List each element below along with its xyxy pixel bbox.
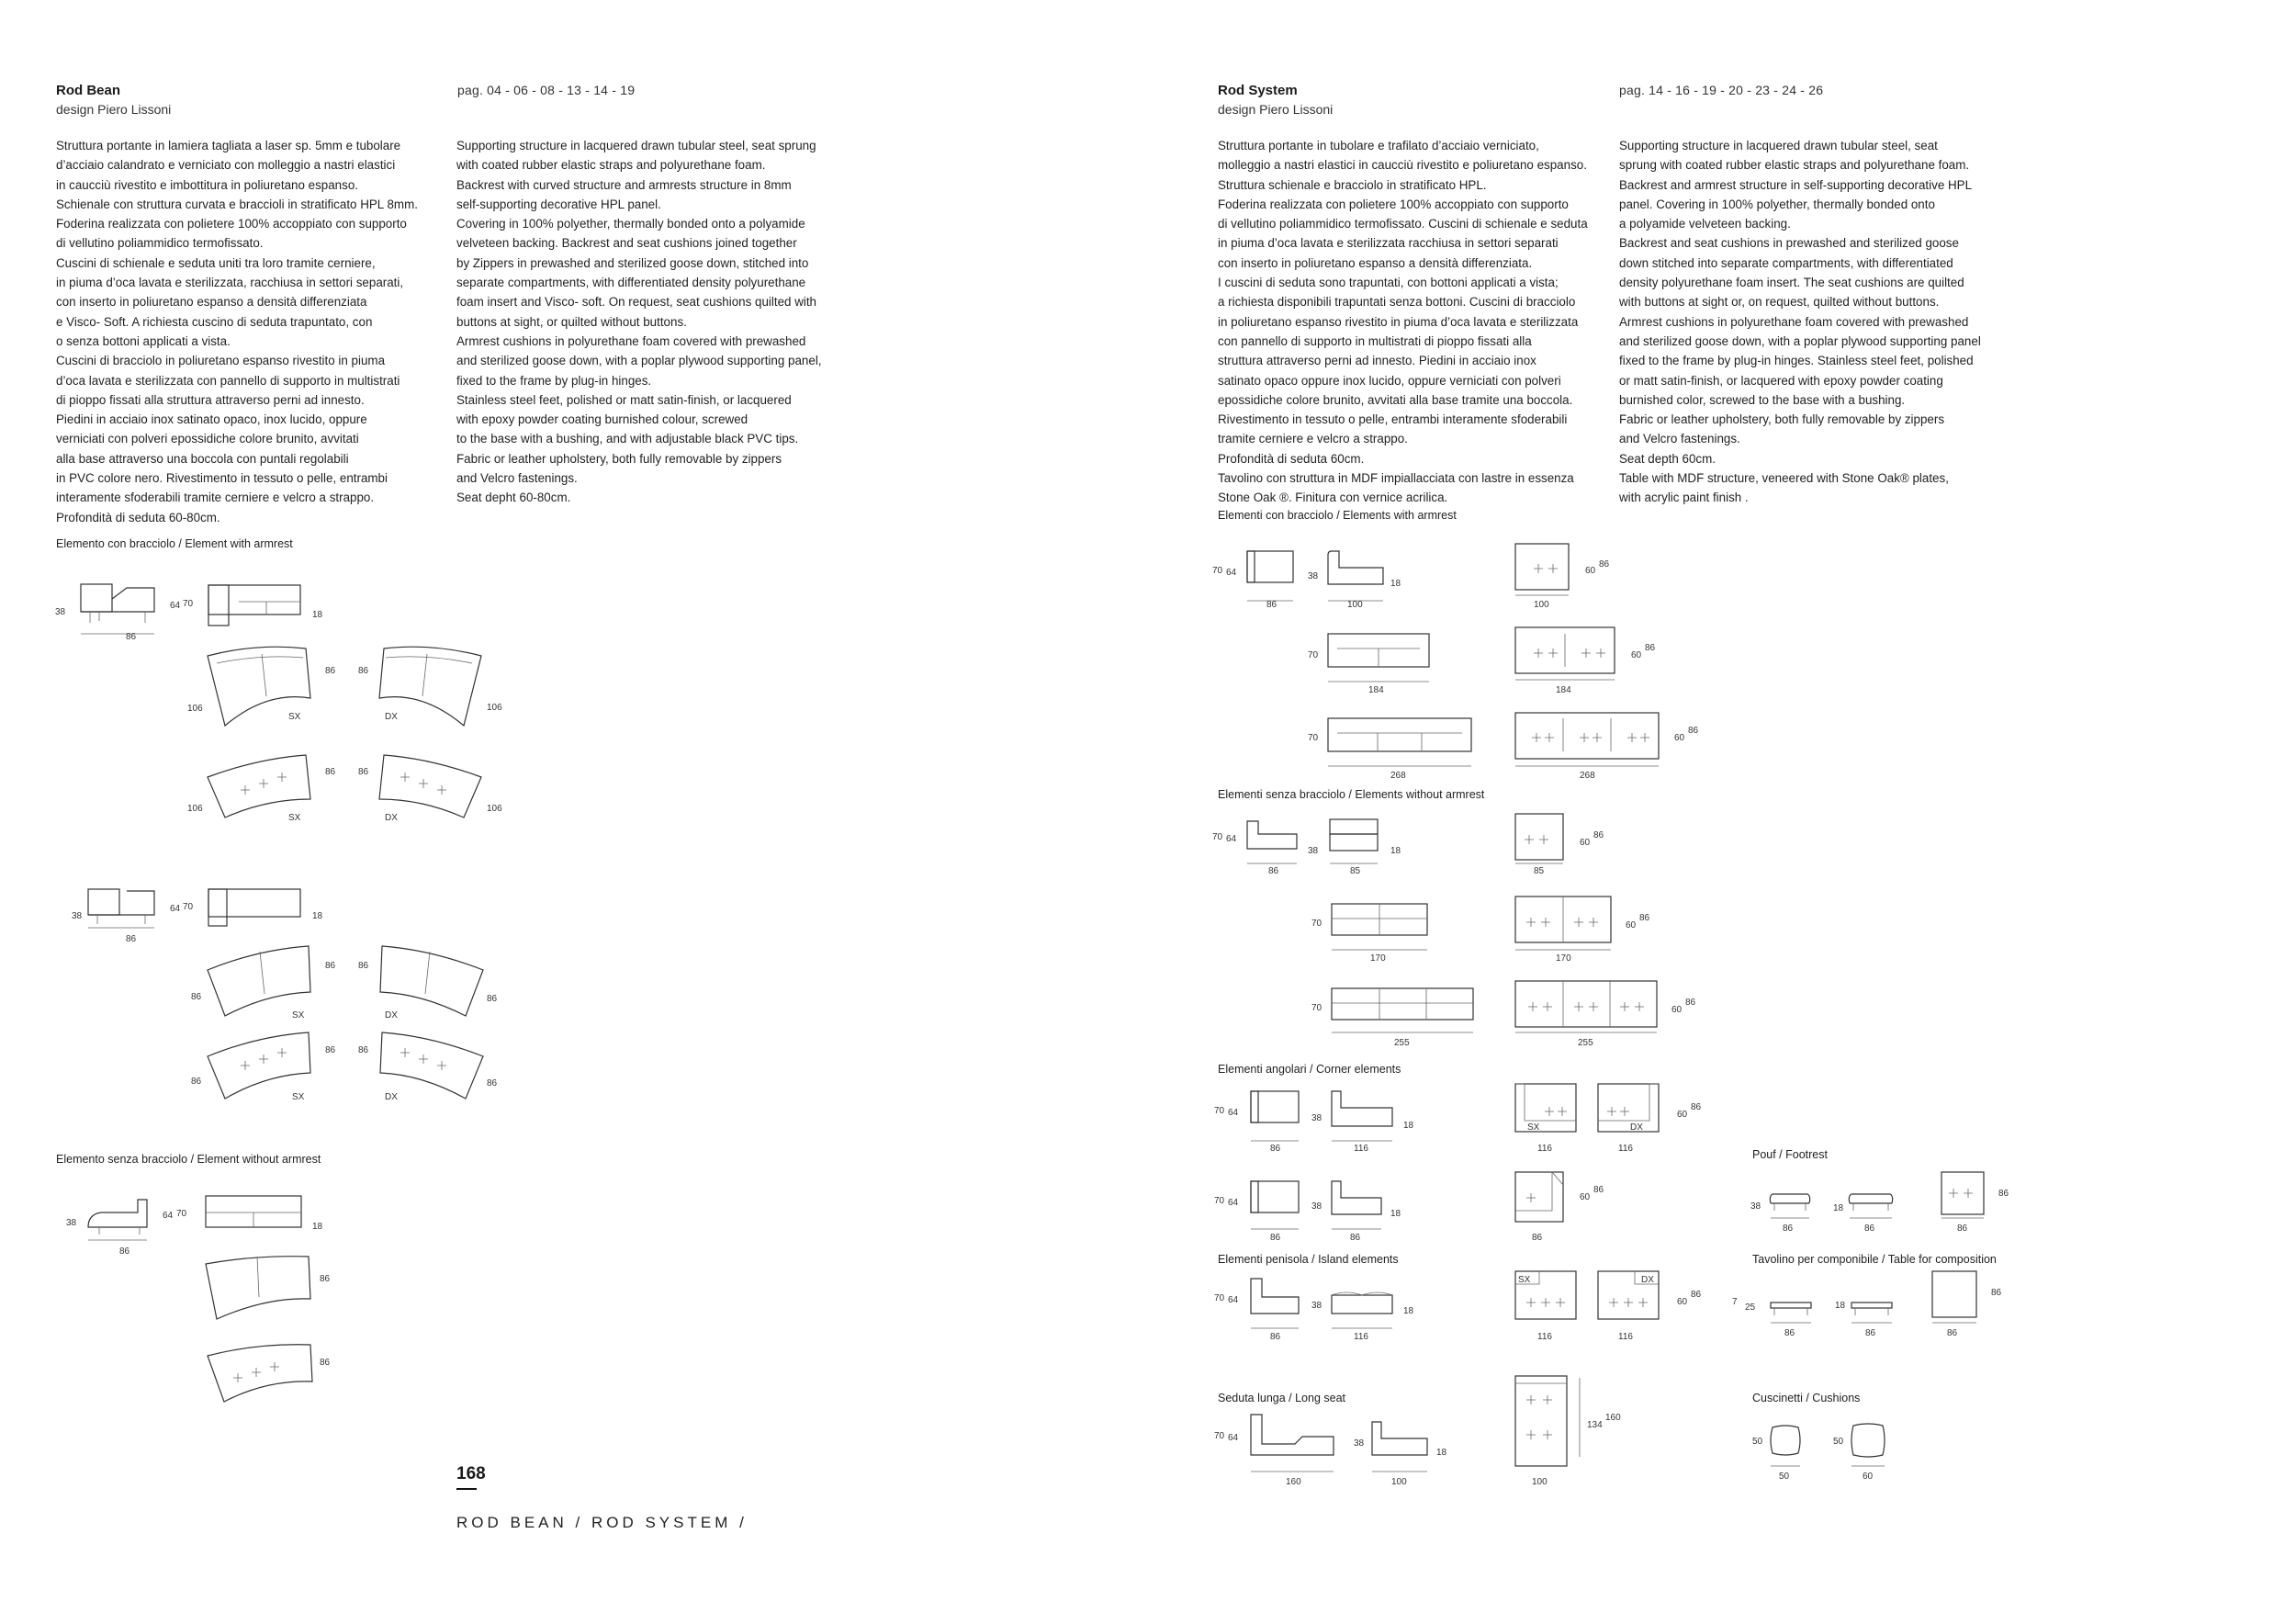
dimension-label: 86 <box>1350 1233 1361 1243</box>
dimension-label: 106 <box>487 703 502 713</box>
rod-long-seat-front-icon <box>1372 1422 1427 1472</box>
left-designer: design Piero Lissoni <box>56 102 172 117</box>
right-label-island: Elementi penisola / Island elements <box>1218 1253 1399 1266</box>
dimension-label: 18 <box>1403 1121 1414 1131</box>
dimension-label: 70 <box>1308 650 1319 660</box>
dimension-label: 70 <box>1214 1431 1225 1441</box>
dimension-label: 86 <box>119 1246 130 1257</box>
right-label-corner: Elementi angolari / Corner elements <box>1218 1063 1401 1076</box>
right-text-italian: Struttura portante in tubolare e trafilato d’acciaio verniciato, molleggio a nastri elastici in caucciù rivestito e poliuretano espanso. Struttura schienale e bracciolo in stratificato HPL. Foderina realizzata con polietere 100% accoppiato con supporto di vellutino poliammidico termofissato. Cuscini di schienale e seduta in piuma d’oca lavata e sterilizzata racchiusa in settori separati con inserto in poliuretano espanso a densità differenziata. I cuscini di seduta sono trapuntati, con bottoni applicati a vista; a richiesta disponibili trapuntati senza bottoni. Cuscini di bracciolo in poliuretano espanso rivestito in piuma d’oca lavata e sterilizzata con pannello di supporto in multistrati di pioppo fissati alla struttura attraverso perni ad innesto. Piedini in acciaio inox satinato opaco oppure inox lucido, oppure verniciati con polveri epossidiche colore brunito, avvitati alla base tramite una boccola. Rivestimento in tessuto o pelle, entrambi interamente sfoderabili tramite cerniere e velcro a strappo. Profondità di seduta 60cm. Tavolino con struttura in MDF impiallacciata con lastre in essenza Stone Oak ®. Finitura con vernice acrilica. <box>1218 139 1588 505</box>
sofa-front-view-icon <box>208 585 300 626</box>
rod-corner-side-icon <box>1251 1091 1299 1141</box>
dimension-label: 86 <box>358 666 369 676</box>
right-page-refs: pag. 14 - 16 - 19 - 20 - 23 - 24 - 26 <box>1619 83 1824 97</box>
dimension-label: DX <box>385 1010 398 1021</box>
dimension-label: 60 <box>1677 1110 1688 1120</box>
curved-quilted-sofa-sx-icon <box>208 755 310 818</box>
dimension-label: SX <box>288 813 301 823</box>
table-side-icon <box>1771 1303 1811 1323</box>
dimension-label: 86 <box>1864 1224 1875 1234</box>
dimension-label: 86 <box>1270 1332 1281 1342</box>
dimension-label: 86 <box>1266 600 1277 610</box>
dimension-label: 116 <box>1354 1144 1368 1154</box>
page-number: 168 <box>456 1464 486 1483</box>
dimension-label: 60 <box>1631 650 1642 660</box>
dimension-label: 86 <box>191 1077 202 1087</box>
dimension-label: 70 <box>183 902 194 912</box>
dimension-label: 86 <box>358 961 369 971</box>
dimension-label: 170 <box>1370 953 1386 964</box>
dimension-label: 86 <box>358 767 369 777</box>
dimension-label: 64 <box>1228 1198 1239 1208</box>
dimension-label: 86 <box>1685 998 1696 1008</box>
dimension-label: 18 <box>312 911 323 921</box>
cushion-60-icon <box>1851 1424 1885 1466</box>
dimension-label: 64 <box>1226 568 1237 578</box>
dimension-label: 64 <box>1228 1433 1239 1443</box>
dimension-label: SX <box>292 1092 305 1102</box>
dimension-label: 38 <box>1308 571 1319 581</box>
dimension-label: 86 <box>1593 830 1604 840</box>
dimension-label: 64 <box>163 1211 174 1221</box>
right-label-cushions: Cuscinetti / Cushions <box>1752 1392 1861 1404</box>
dimension-label: 100 <box>1391 1477 1407 1487</box>
rod-long-seat-side-icon <box>1251 1415 1334 1472</box>
dimension-label: 86 <box>1270 1144 1281 1154</box>
curved-quilted-sofa-dx-icon <box>379 755 481 818</box>
right-title: Rod System <box>1218 83 1298 98</box>
dimension-label: 86 <box>1532 1233 1543 1243</box>
dimension-label: 18 <box>312 610 323 620</box>
dimension-label: 86 <box>1599 559 1610 570</box>
dimension-label: 38 <box>1308 846 1319 856</box>
dimension-label: 50 <box>1779 1472 1790 1482</box>
left-text-italian: Struttura portante in lamiera tagliata a laser sp. 5mm e tubolare d’acciaio calandrato e verniciato con molleggio a nastri elastici in caucciù rivestito e imbottitura in poliuretano espanso. Schienale con struttura curvata e braccioli in stratificato HPL 8mm. Foderina realizzata con polietere 100% accoppiato con supporto di vellutino poliammidico termofissato. Cuscini di schienale e seduta uniti tra loro tramite cerniere, in piuma d’oca lavata e sterilizzata, racchiusa in settori separati, con inserto in poliuretano espanso a densità differenziata e Visco- Soft. A richiesta cuscino di seduta trapuntato, con o senza bottoni applicati a vista. Cuscini di bracciolo in poliuretano espanso rivestito in piuma d’oca lavata e sterilizzata con pannello di supporto in multistrati di pioppo fissati alla struttura attraverso perni ad innesto. Piedini in acciaio inox satinato opaco, inox lucido, oppure verniciati con polveri epossidiche colore brunito, avvitati alla base attraverso una boccola con puntali regolabili in PVC colore nero. Rivestimento in tessuto o pelle, entrambi interamente sfoderabili tramite cerniere e velcro a strappo. Profondità di seduta 60-80cm. <box>56 139 418 524</box>
left-text-english: Supporting structure in lacquered drawn tubular steel, seat sprung with coated rubber elastic straps and polyurethane foam. Backrest with curved structure and armrests structure in 8mm self-supporting decorative HPL panel. Covering in 100% polyether, thermally bonded onto a polyamide velveteen backing. Backrest and seat cushions joined together by Zippers in prewashed and sterilized goose down, stitched into separate compartments, with differentiated density polyurethane foam insert and Visco- soft. On request, seat cushions quilted with buttons at sight, or quilted without buttons. Armrest cushions in polyurethane foam covered with prewashed and sterilized goose down, with a poplar plywood supporting panel, fixed to the frame by plug-in hinges. Stainless steel feet, polished or matt satin-finish, or lacquered with epoxy powder coating burnished colour, screwed to the base with a bushing, and with adjustable black PVC tips. Fabric or leather upholstery, both fully removable by zippers and Velcro fastenings. Seat depht 60-80cm. <box>456 139 822 505</box>
dimension-label: SX <box>292 1010 305 1021</box>
dimension-label: 86 <box>325 767 336 777</box>
dimension-label: 70 <box>1212 566 1223 576</box>
dimension-label: 116 <box>1354 1332 1368 1342</box>
dimension-label: 160 <box>1605 1413 1621 1423</box>
rod-armless-plan-170-icon <box>1515 897 1611 950</box>
dimension-label: 86 <box>1998 1189 2009 1199</box>
dimension-label: 18 <box>1835 1301 1846 1311</box>
dimension-label: 116 <box>1618 1332 1633 1342</box>
right-label-with-armrest: Elementi con bracciolo / Elements with armrest <box>1218 509 1457 522</box>
rod-front-view-184-icon <box>1328 634 1429 682</box>
dimension-label: 85 <box>1534 866 1545 876</box>
dimension-label: 60 <box>1863 1472 1874 1482</box>
dimension-label: SX <box>1527 1122 1540 1133</box>
dimension-label: 86 <box>1688 726 1699 736</box>
rod-corner-front-2-icon <box>1332 1181 1381 1229</box>
dimension-label: DX <box>385 813 398 823</box>
left-label-without-armrest: Elemento senza bracciolo / Element without armrest <box>56 1153 321 1166</box>
dimension-label: 86 <box>126 632 137 642</box>
right-text-english: Supporting structure in lacquered drawn tubular steel, seat sprung with coated rubber elastic straps and polyurethane foam. Backrest and armrest structure in self-supporting decorative HPL panel. Covering in 100% polyether, thermally bonded onto a polyamide velveteen backing. Backrest and seat cushions in prewashed and sterilized goose down stitched into separate compartments, with differentiated density polyurethane foam insert. The seat cushions are quilted with buttons at sight or, on request, quilted without buttons. Armrest cushions in polyurethane foam covered with prewashed and sterilized goose down, with a poplar plywood supporting panel fixed to the frame by plug-in hinges. Stainless steel feet, polished or matt satin-finish, or lacquered with epoxy powder coating burnished color, screwed to the base with a bushing. Fabric or leather upholstery, both fully removable by zippers and Velcro fastenings. Seat depth 60cm. Table with MDF structure, veneered with Stone Oak® plates, with acrylic paint finish . <box>1619 139 1981 505</box>
curved-sofa-plan-dx-2-icon <box>380 946 483 1016</box>
table-front-icon <box>1851 1303 1892 1323</box>
dimension-label: 64 <box>170 601 181 611</box>
dimension-label: 268 <box>1580 771 1595 781</box>
curved-sofa-plan-sx-2-icon <box>208 946 310 1016</box>
dimension-label: 86 <box>1957 1224 1968 1234</box>
dimension-label: 86 <box>1865 1328 1876 1338</box>
dimension-label: 160 <box>1286 1477 1301 1487</box>
table-plan-icon <box>1932 1271 1976 1323</box>
dimension-label: 86 <box>1784 1328 1795 1338</box>
dimension-label: 170 <box>1556 953 1571 964</box>
dimension-label: 38 <box>72 911 83 921</box>
dimension-label: SX <box>288 712 301 722</box>
dimension-label: 64 <box>1226 834 1237 844</box>
dimension-label: 184 <box>1556 685 1571 695</box>
dimension-label: 60 <box>1580 838 1591 848</box>
dimension-label: 70 <box>176 1209 187 1219</box>
rod-long-seat-plan-icon <box>1515 1376 1580 1466</box>
armless-side-view-icon <box>88 1200 147 1240</box>
dimension-label: 86 <box>320 1358 331 1368</box>
dimension-label: 86 <box>126 934 137 944</box>
dimension-label: 38 <box>1750 1201 1761 1212</box>
dimension-label: 70 <box>1214 1293 1225 1303</box>
rod-front-view-268-icon <box>1328 718 1471 766</box>
dimension-label: 86 <box>325 1045 336 1055</box>
dimension-label: 116 <box>1618 1144 1633 1154</box>
dimension-label: 100 <box>1534 600 1549 610</box>
right-label-table: Tavolino per componibile / Table for composition <box>1752 1253 1997 1266</box>
dimension-label: 70 <box>183 599 194 609</box>
dimension-label: 38 <box>1311 1113 1322 1123</box>
right-label-without-armrest: Elementi senza bracciolo / Elements without armrest <box>1218 788 1485 801</box>
dimension-label: DX <box>1641 1275 1654 1285</box>
dimension-label: 86 <box>487 1078 498 1088</box>
dimension-label: 18 <box>312 1222 323 1232</box>
dimension-label: 38 <box>55 607 66 617</box>
dimension-label: 64 <box>170 904 181 914</box>
dimension-label: 106 <box>187 704 203 714</box>
dimension-label: 60 <box>1585 566 1596 576</box>
rod-armless-front-icon <box>1330 819 1378 863</box>
rod-armless-front-255-icon <box>1332 988 1473 1032</box>
curved-quilted-sofa-sx-2-icon <box>208 1032 310 1099</box>
dimension-label: 64 <box>1228 1108 1239 1118</box>
dimension-label: 38 <box>1354 1438 1365 1449</box>
dimension-label: 60 <box>1674 733 1685 743</box>
dimension-label: 38 <box>1311 1201 1322 1212</box>
dimension-label: 60 <box>1671 1005 1683 1015</box>
dimension-label: 86 <box>1593 1185 1604 1195</box>
dimension-label: 60 <box>1677 1297 1688 1307</box>
dimension-label: 100 <box>1347 600 1363 610</box>
dimension-label: 86 <box>1991 1288 2002 1298</box>
dimension-label: 86 <box>1691 1102 1702 1112</box>
dimension-label: SX <box>1518 1275 1531 1285</box>
dimension-label: 7 <box>1732 1297 1738 1307</box>
rod-island-front-icon <box>1332 1292 1392 1328</box>
rod-plan-100-icon <box>1515 544 1569 595</box>
dimension-label: 18 <box>1390 846 1401 856</box>
dimension-label: 86 <box>1691 1290 1702 1300</box>
dimension-label: 86 <box>1783 1224 1794 1234</box>
rod-island-side-icon <box>1251 1279 1299 1328</box>
dimension-label: 86 <box>487 994 498 1004</box>
dimension-label: 50 <box>1833 1437 1844 1447</box>
dimension-label: 86 <box>1645 643 1656 653</box>
dimension-label: 86 <box>191 992 202 1002</box>
right-designer: design Piero Lissoni <box>1218 102 1334 117</box>
rod-plan-268-icon <box>1515 713 1659 766</box>
dimension-label: 86 <box>320 1274 331 1284</box>
running-head: ROD BEAN / ROD SYSTEM / <box>456 1514 748 1531</box>
dimension-label: 86 <box>358 1045 369 1055</box>
dimension-label: 86 <box>1270 1233 1281 1243</box>
rod-armless-side-icon <box>1247 821 1297 863</box>
dimension-label: 86 <box>325 961 336 971</box>
armless-curved-plan-icon <box>206 1257 310 1319</box>
dimension-label: 85 <box>1350 866 1361 876</box>
armless-curved-quilted-plan-icon <box>208 1345 312 1402</box>
dimension-label: DX <box>385 712 398 722</box>
dimension-label: 70 <box>1308 733 1319 743</box>
dimension-label: 86 <box>1639 913 1650 923</box>
dimension-label: 25 <box>1745 1303 1756 1313</box>
dimension-label: 86 <box>1268 866 1279 876</box>
rod-corner-plan-sx-icon <box>1515 1084 1576 1132</box>
right-label-pouf: Pouf / Footrest <box>1752 1148 1828 1161</box>
rod-corner-plan-dx-icon <box>1598 1084 1659 1132</box>
left-page-refs: pag. 04 - 06 - 08 - 13 - 14 - 19 <box>457 83 636 97</box>
sofa-side-view-2-icon <box>88 889 154 928</box>
dimension-label: 86 <box>1947 1328 1958 1338</box>
dimension-label: 100 <box>1532 1477 1548 1487</box>
right-label-long-seat: Seduta lunga / Long seat <box>1218 1392 1346 1404</box>
rod-corner-plan-86-icon <box>1515 1172 1563 1222</box>
dimension-label: 70 <box>1214 1196 1225 1206</box>
left-title: Rod Bean <box>56 83 121 98</box>
curved-quilted-sofa-dx-2-icon <box>380 1032 483 1099</box>
pouf-side-icon <box>1770 1194 1809 1218</box>
dimension-label: 184 <box>1368 685 1384 695</box>
sofa-side-view-icon <box>81 584 154 634</box>
rod-armless-plan-255-icon <box>1515 981 1657 1032</box>
dimension-label: 70 <box>1311 1003 1322 1013</box>
rod-corner-side-2-icon <box>1251 1181 1299 1229</box>
dimension-label: 268 <box>1390 771 1406 781</box>
rod-plan-184-icon <box>1515 627 1615 680</box>
dimension-label: 18 <box>1833 1203 1844 1213</box>
dimension-label: 18 <box>1403 1306 1414 1316</box>
rod-corner-front-icon <box>1332 1091 1392 1141</box>
dimension-label: 60 <box>1580 1192 1591 1202</box>
dimension-label: 134 <box>1587 1420 1603 1430</box>
dimension-label: DX <box>1630 1122 1643 1133</box>
dimension-label: 38 <box>1311 1301 1322 1311</box>
dimension-label: 18 <box>1390 579 1401 589</box>
rod-armless-front-170-icon <box>1332 904 1427 950</box>
dimension-label: 70 <box>1214 1106 1225 1116</box>
left-label-with-armrest: Elemento con bracciolo / Element with armrest <box>56 537 293 550</box>
dimension-label: 106 <box>487 804 502 814</box>
dimension-label: 106 <box>187 804 203 814</box>
rod-front-view-icon <box>1328 551 1383 601</box>
dimension-label: 64 <box>1228 1295 1239 1305</box>
dimension-label: 70 <box>1212 832 1223 842</box>
dimension-label: 38 <box>66 1218 77 1228</box>
dimension-label: 86 <box>325 666 336 676</box>
armless-front-view-icon <box>206 1196 301 1227</box>
cushion-50-icon <box>1771 1426 1800 1466</box>
dimension-label: 116 <box>1537 1332 1552 1342</box>
sofa-front-view-2-icon <box>208 889 300 926</box>
dimension-label: 18 <box>1390 1209 1401 1219</box>
dimension-label: 255 <box>1578 1038 1593 1048</box>
dimension-label: 116 <box>1537 1144 1552 1154</box>
pouf-front-icon <box>1849 1194 1892 1218</box>
dimension-label: 70 <box>1311 919 1322 929</box>
rod-armless-plan-85-icon <box>1515 814 1563 863</box>
dimension-label: 60 <box>1626 920 1637 930</box>
dimension-label: 255 <box>1394 1038 1410 1048</box>
pouf-plan-icon <box>1941 1172 1984 1218</box>
dimension-label: 18 <box>1436 1448 1447 1458</box>
dimension-label: 50 <box>1752 1437 1763 1447</box>
dimension-label: DX <box>385 1092 398 1102</box>
rod-side-view-icon <box>1247 551 1293 601</box>
